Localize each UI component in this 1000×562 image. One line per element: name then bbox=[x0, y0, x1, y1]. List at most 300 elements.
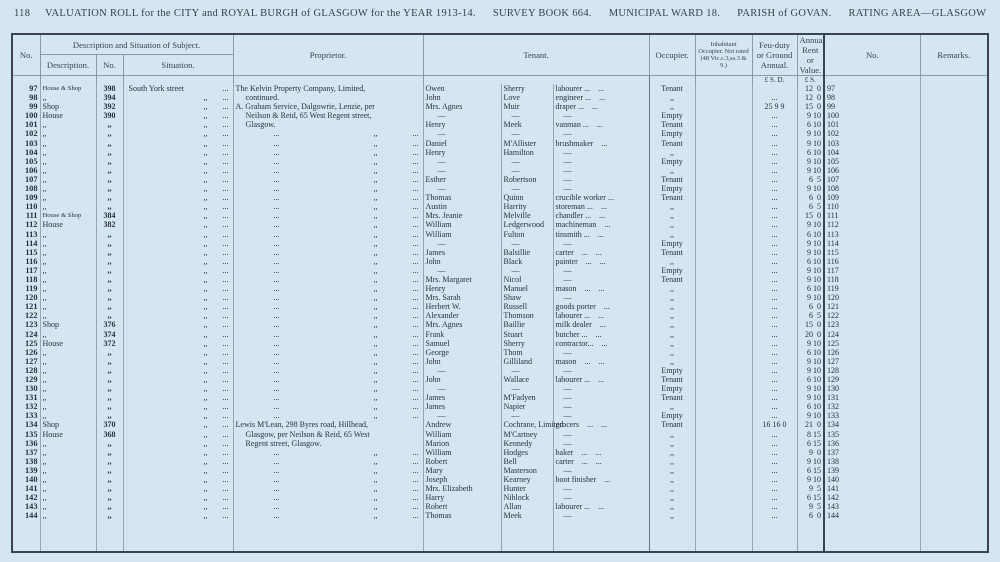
proprietor-ditto: ,, bbox=[373, 484, 378, 494]
proprietor-ditto: ... bbox=[273, 238, 280, 248]
valuation-table bbox=[11, 33, 989, 553]
remarks bbox=[920, 248, 988, 257]
remarks bbox=[920, 420, 988, 429]
inhabitant-occupier bbox=[695, 393, 752, 402]
annual-rent: 6 0 bbox=[797, 302, 824, 311]
proprietor-ditto: ,, bbox=[373, 129, 378, 139]
occupier-status: Tenant bbox=[649, 120, 695, 129]
situation-value: ,, bbox=[203, 93, 208, 103]
feu-duty: ... bbox=[752, 157, 797, 166]
feu-duty: ... bbox=[752, 202, 797, 211]
situation-dots: ... bbox=[222, 238, 229, 248]
remarks bbox=[920, 111, 988, 120]
inhabitant-occupier bbox=[695, 266, 752, 275]
feu-duty: ... bbox=[752, 266, 797, 275]
inhabitant-occupier bbox=[695, 230, 752, 239]
tenant-occupation: — bbox=[553, 439, 649, 448]
situation-dots: ... bbox=[222, 465, 229, 475]
header-description-group: Description and Situation of Subject. bbox=[40, 34, 233, 55]
situation-dots: ... bbox=[222, 93, 229, 103]
header-situation: Situation. bbox=[123, 55, 233, 76]
header-feu-duty: Feu-duty or Ground Annual. bbox=[752, 34, 797, 76]
proprietor bbox=[233, 84, 423, 93]
situation bbox=[123, 384, 233, 393]
remarks bbox=[920, 466, 988, 475]
occupier-status: Empty bbox=[649, 111, 695, 120]
proprietor bbox=[233, 311, 423, 320]
description: ,, bbox=[40, 457, 96, 466]
proprietor-ditto: ... bbox=[273, 265, 280, 275]
proprietor-ditto: ... bbox=[273, 484, 280, 494]
situation-dots: ... bbox=[222, 456, 229, 466]
situation-value: ,, bbox=[203, 393, 208, 403]
inhabitant-occupier bbox=[695, 302, 752, 311]
situation-dots: ... bbox=[222, 129, 229, 139]
proprietor-ditto: ,, bbox=[373, 156, 378, 166]
proprietor-ditto: ... bbox=[412, 356, 419, 366]
situation bbox=[123, 411, 233, 420]
situation-value: ,, bbox=[203, 465, 208, 475]
tenant-first-name: William bbox=[423, 448, 501, 457]
tenant-surname: Gilliland bbox=[501, 357, 553, 366]
tenant-first-name: Owen bbox=[423, 84, 501, 93]
proprietor-ditto: ,, bbox=[373, 138, 378, 148]
row-number-2: 97 bbox=[824, 84, 920, 93]
tenant-occupation: — bbox=[553, 293, 649, 302]
inhabitant-occupier bbox=[695, 430, 752, 439]
row-number-2: 105 bbox=[824, 157, 920, 166]
tenant-first-name: — bbox=[423, 411, 501, 420]
proprietor-ditto: ,, bbox=[373, 356, 378, 366]
street-number: ,, bbox=[96, 275, 123, 284]
tenant-surname: — bbox=[501, 411, 553, 420]
annual-rent: 6 10 bbox=[797, 230, 824, 239]
situation bbox=[123, 275, 233, 284]
remarks bbox=[920, 493, 988, 502]
street-number: ,, bbox=[96, 375, 123, 384]
proprietor-ditto: ... bbox=[273, 356, 280, 366]
situation-dots: ... bbox=[222, 338, 229, 348]
inhabitant-occupier bbox=[695, 257, 752, 266]
occupier-status: Empty bbox=[649, 266, 695, 275]
situation bbox=[123, 311, 233, 320]
tenant-first-name: William bbox=[423, 430, 501, 439]
row-number-2: 120 bbox=[824, 293, 920, 302]
remarks bbox=[920, 102, 988, 111]
table-row bbox=[12, 439, 988, 448]
table-row bbox=[12, 166, 988, 175]
remarks bbox=[920, 393, 988, 402]
row-number: 120 bbox=[12, 293, 40, 302]
feu-duty: ... bbox=[752, 375, 797, 384]
street-number: ,, bbox=[96, 266, 123, 275]
row-number: 135 bbox=[12, 430, 40, 439]
proprietor bbox=[233, 320, 423, 329]
row-number: 127 bbox=[12, 357, 40, 366]
annual-rent: 20 0 bbox=[797, 330, 824, 339]
street-number: ,, bbox=[96, 502, 123, 511]
situation bbox=[123, 184, 233, 193]
annual-rent: 6 5 bbox=[797, 202, 824, 211]
header-description: Description. bbox=[40, 55, 96, 76]
feu-duty: ... bbox=[752, 348, 797, 357]
proprietor bbox=[233, 202, 423, 211]
tenant-occupation: vanman ... ... bbox=[553, 120, 649, 129]
row-number-2: 135 bbox=[824, 430, 920, 439]
tenant-surname: Thomson bbox=[501, 311, 553, 320]
feu-duty: ... bbox=[752, 448, 797, 457]
tenant-surname: Thom bbox=[501, 348, 553, 357]
row-number-2: 122 bbox=[824, 311, 920, 320]
tenant-first-name: Thomas bbox=[423, 193, 501, 202]
row-number-2: 124 bbox=[824, 330, 920, 339]
inhabitant-occupier bbox=[695, 420, 752, 429]
situation-value: ,, bbox=[203, 202, 208, 212]
inhabitant-occupier bbox=[695, 439, 752, 448]
proprietor-ditto: ... bbox=[273, 247, 280, 257]
proprietor-ditto: ... bbox=[273, 256, 280, 266]
proprietor-ditto: ,, bbox=[373, 302, 378, 312]
annual-rent: 6 15 bbox=[797, 493, 824, 502]
description: ,, bbox=[40, 284, 96, 293]
row-number: 133 bbox=[12, 411, 40, 420]
proprietor-ditto: ... bbox=[412, 475, 419, 485]
situation-value: ,, bbox=[203, 238, 208, 248]
inhabitant-occupier bbox=[695, 102, 752, 111]
proprietor bbox=[233, 393, 423, 402]
situation bbox=[123, 257, 233, 266]
tenant-occupation: — bbox=[553, 266, 649, 275]
description: ,, bbox=[40, 393, 96, 402]
row-number: 132 bbox=[12, 402, 40, 411]
situation-value: ,, bbox=[203, 247, 208, 257]
situation-value: ,, bbox=[203, 293, 208, 303]
remarks bbox=[920, 330, 988, 339]
description: ,, bbox=[40, 502, 96, 511]
description: ,, bbox=[40, 139, 96, 148]
tenant-surname: — bbox=[501, 166, 553, 175]
page-header bbox=[14, 8, 994, 19]
inhabitant-occupier bbox=[695, 148, 752, 157]
remarks bbox=[920, 457, 988, 466]
situation-dots: ... bbox=[222, 229, 229, 239]
feu-units: £ S. D. bbox=[752, 76, 797, 85]
table-row bbox=[12, 184, 988, 193]
row-number: 102 bbox=[12, 129, 40, 138]
annual-rent: 15 0 bbox=[797, 211, 824, 220]
remarks bbox=[920, 293, 988, 302]
proprietor-ditto: ... bbox=[273, 129, 280, 139]
proprietor bbox=[233, 366, 423, 375]
tenant-surname: — bbox=[501, 157, 553, 166]
feu-duty: ... bbox=[752, 493, 797, 502]
situation-dots: ... bbox=[222, 138, 229, 148]
proprietor-ditto: ... bbox=[273, 347, 280, 357]
situation-value: ,, bbox=[203, 493, 208, 503]
feu-duty: ... bbox=[752, 120, 797, 129]
tenant-surname: Allan bbox=[501, 502, 553, 511]
occupier-status: Empty bbox=[649, 184, 695, 193]
annual-rent: 9 10 bbox=[797, 129, 824, 138]
proprietor-ditto: ,, bbox=[373, 320, 378, 330]
remarks bbox=[920, 402, 988, 411]
description: ,, bbox=[40, 402, 96, 411]
row-number: 108 bbox=[12, 184, 40, 193]
tenant-surname: Sherry bbox=[501, 84, 553, 93]
tenant-occupation: — bbox=[553, 175, 649, 184]
occupier-status: Empty bbox=[649, 384, 695, 393]
street-number: 394 bbox=[96, 93, 123, 102]
street-number: ,, bbox=[96, 139, 123, 148]
remarks bbox=[920, 157, 988, 166]
proprietor-value: Glasgow. bbox=[245, 120, 276, 130]
tenant-surname: Quinn bbox=[501, 193, 553, 202]
situation-value: ,, bbox=[203, 438, 208, 448]
annual-rent: 9 10 bbox=[797, 220, 824, 229]
proprietor bbox=[233, 502, 423, 511]
inhabitant-occupier bbox=[695, 475, 752, 484]
inhabitant-occupier bbox=[695, 448, 752, 457]
proprietor bbox=[233, 357, 423, 366]
description: ,, bbox=[40, 357, 96, 366]
row-number: 142 bbox=[12, 493, 40, 502]
tenant-surname: Hodges bbox=[501, 448, 553, 457]
street-number: ,, bbox=[96, 202, 123, 211]
occupier-status: Tenant bbox=[649, 175, 695, 184]
proprietor-ditto: ... bbox=[412, 484, 419, 494]
street-number: ,, bbox=[96, 311, 123, 320]
table-row bbox=[12, 448, 988, 457]
proprietor-ditto: ,, bbox=[373, 475, 378, 485]
feu-duty: ... bbox=[752, 484, 797, 493]
street-number: ,, bbox=[96, 402, 123, 411]
proprietor bbox=[233, 484, 423, 493]
situation-dots: ... bbox=[222, 102, 229, 112]
inhabitant-occupier bbox=[695, 284, 752, 293]
street-number: ,, bbox=[96, 129, 123, 138]
proprietor-ditto: ... bbox=[412, 365, 419, 375]
tenant-first-name: Daniel bbox=[423, 139, 501, 148]
tenant-occupation: — bbox=[553, 411, 649, 420]
row-number: 139 bbox=[12, 466, 40, 475]
situation bbox=[123, 202, 233, 211]
proprietor bbox=[233, 493, 423, 502]
remarks bbox=[920, 175, 988, 184]
street-number: ,, bbox=[96, 248, 123, 257]
occupier-status: Tenant bbox=[649, 84, 695, 93]
tenant-first-name: John bbox=[423, 257, 501, 266]
proprietor-ditto: ,, bbox=[373, 265, 378, 275]
description: ,, bbox=[40, 266, 96, 275]
feu-duty: ... bbox=[752, 311, 797, 320]
tenant-surname: M'Allister bbox=[501, 139, 553, 148]
annual-rent: 9 10 bbox=[797, 384, 824, 393]
row-number: 141 bbox=[12, 484, 40, 493]
street-number: ,, bbox=[96, 239, 123, 248]
proprietor-ditto: ... bbox=[273, 284, 280, 294]
proprietor-ditto: ... bbox=[273, 320, 280, 330]
proprietor-ditto: ... bbox=[412, 220, 419, 230]
proprietor-ditto: ... bbox=[273, 447, 280, 457]
row-number-2: 129 bbox=[824, 375, 920, 384]
row-number: 101 bbox=[12, 120, 40, 129]
annual-rent: 9 10 bbox=[797, 457, 824, 466]
annual-rent: 6 10 bbox=[797, 120, 824, 129]
occupier-status: ,, bbox=[649, 484, 695, 493]
proprietor bbox=[233, 230, 423, 239]
header-annual-rent: Annual Rent or Value. bbox=[797, 34, 824, 76]
proprietor-ditto: ,, bbox=[373, 147, 378, 157]
description: ,, bbox=[40, 93, 96, 102]
description: ,, bbox=[40, 293, 96, 302]
street-number: ,, bbox=[96, 166, 123, 175]
proprietor-ditto: ,, bbox=[373, 384, 378, 394]
situation-dots: ... bbox=[222, 356, 229, 366]
row-number: 109 bbox=[12, 193, 40, 202]
proprietor-value: continued. bbox=[245, 93, 280, 103]
occupier-status: Tenant bbox=[649, 375, 695, 384]
tenant-occupation: draper ... ... bbox=[553, 102, 649, 111]
situation bbox=[123, 93, 233, 102]
inhabitant-occupier bbox=[695, 330, 752, 339]
table-row bbox=[12, 457, 988, 466]
situation bbox=[123, 284, 233, 293]
proprietor-ditto: ,, bbox=[373, 193, 378, 203]
proprietor-ditto: ... bbox=[273, 174, 280, 184]
tenant-first-name: Frank bbox=[423, 330, 501, 339]
remarks bbox=[920, 302, 988, 311]
inhabitant-occupier bbox=[695, 502, 752, 511]
remarks bbox=[920, 93, 988, 102]
annual-rent: 15 0 bbox=[797, 102, 824, 111]
description: ,, bbox=[40, 230, 96, 239]
row-number: 137 bbox=[12, 448, 40, 457]
situation-value: ,, bbox=[203, 429, 208, 439]
remarks bbox=[920, 366, 988, 375]
description: Shop bbox=[40, 320, 96, 329]
situation-dots: ... bbox=[222, 365, 229, 375]
inhabitant-occupier bbox=[695, 293, 752, 302]
tenant-first-name: — bbox=[423, 384, 501, 393]
situation bbox=[123, 148, 233, 157]
situation-dots: ... bbox=[222, 120, 229, 130]
feu-duty: ... bbox=[752, 129, 797, 138]
feu-duty: ... bbox=[752, 502, 797, 511]
situation-value: ,, bbox=[203, 220, 208, 230]
feu-duty: ... bbox=[752, 384, 797, 393]
annual-rent: 9 10 bbox=[797, 157, 824, 166]
proprietor-value: Neilson & Reid, 65 West Regent street, bbox=[245, 111, 372, 121]
occupier-status: ,, bbox=[649, 493, 695, 502]
situation-dots: ... bbox=[222, 311, 229, 321]
proprietor-ditto: ,, bbox=[373, 456, 378, 466]
description: ,, bbox=[40, 193, 96, 202]
row-number-2: 118 bbox=[824, 275, 920, 284]
situation-value: ,, bbox=[203, 338, 208, 348]
row-number: 115 bbox=[12, 248, 40, 257]
street-number: ,, bbox=[96, 148, 123, 157]
tenant-surname: Shaw bbox=[501, 293, 553, 302]
header-remarks: Remarks. bbox=[920, 34, 988, 76]
street-number: 376 bbox=[96, 320, 123, 329]
proprietor bbox=[233, 257, 423, 266]
tenant-surname: — bbox=[501, 184, 553, 193]
remarks bbox=[920, 375, 988, 384]
proprietor-ditto: ... bbox=[273, 156, 280, 166]
proprietor bbox=[233, 102, 423, 111]
header-no: No. bbox=[12, 34, 40, 76]
proprietor bbox=[233, 139, 423, 148]
row-number: 103 bbox=[12, 139, 40, 148]
tenant-surname: — bbox=[501, 366, 553, 375]
feu-duty: ... bbox=[752, 466, 797, 475]
situation-value: ,, bbox=[203, 156, 208, 166]
street-number: ,, bbox=[96, 284, 123, 293]
street-number: ,, bbox=[96, 448, 123, 457]
situation bbox=[123, 211, 233, 220]
proprietor-ditto: ... bbox=[412, 493, 419, 503]
tenant-surname: Masterson bbox=[501, 466, 553, 475]
tenant-first-name: Mrs. Elizabeth bbox=[423, 484, 501, 493]
row-number-2: 139 bbox=[824, 466, 920, 475]
proprietor-ditto: ... bbox=[273, 184, 280, 194]
inhabitant-occupier bbox=[695, 139, 752, 148]
situation-dots: ... bbox=[222, 193, 229, 203]
proprietor bbox=[233, 220, 423, 229]
occupier-status: ,, bbox=[649, 202, 695, 211]
occupier-status: ,, bbox=[649, 502, 695, 511]
proprietor-ditto: ,, bbox=[373, 220, 378, 230]
tenant-first-name: John bbox=[423, 375, 501, 384]
situation-value: ,, bbox=[203, 320, 208, 330]
proprietor-ditto: ... bbox=[273, 229, 280, 239]
inhabitant-occupier bbox=[695, 157, 752, 166]
inhabitant-occupier bbox=[695, 320, 752, 329]
proprietor bbox=[233, 475, 423, 484]
tenant-occupation: — bbox=[553, 511, 649, 520]
table-row bbox=[12, 393, 988, 402]
situation bbox=[123, 239, 233, 248]
situation-dots: ... bbox=[222, 447, 229, 457]
tenant-surname: Ledgerwood bbox=[501, 220, 553, 229]
row-number-2: 127 bbox=[824, 357, 920, 366]
tenant-occupation: baker ... ... bbox=[553, 448, 649, 457]
feu-duty: ... bbox=[752, 457, 797, 466]
tenant-first-name: — bbox=[423, 239, 501, 248]
tenant-first-name: Marion bbox=[423, 439, 501, 448]
proprietor bbox=[233, 457, 423, 466]
table-row bbox=[12, 175, 988, 184]
feu-duty: ... bbox=[752, 193, 797, 202]
situation-value: ,, bbox=[203, 329, 208, 339]
proprietor bbox=[233, 302, 423, 311]
situation-dots: ... bbox=[222, 384, 229, 394]
occupier-status: ,, bbox=[649, 220, 695, 229]
proprietor-ditto: ,, bbox=[373, 284, 378, 294]
row-number-2: 112 bbox=[824, 220, 920, 229]
street-number: ,, bbox=[96, 484, 123, 493]
situation-dots: ... bbox=[222, 202, 229, 212]
tenant-surname: Robertson bbox=[501, 175, 553, 184]
situation-dots: ... bbox=[222, 511, 229, 521]
inhabitant-occupier bbox=[695, 511, 752, 520]
row-number-2: 103 bbox=[824, 139, 920, 148]
feu-duty: ... bbox=[752, 330, 797, 339]
proprietor-value: Lewis M'Lean, 298 Byres road, Hillhead, bbox=[235, 420, 369, 430]
tenant-first-name: Mrs. Agnes bbox=[423, 102, 501, 111]
description: ,, bbox=[40, 375, 96, 384]
occupier-status: ,, bbox=[649, 284, 695, 293]
